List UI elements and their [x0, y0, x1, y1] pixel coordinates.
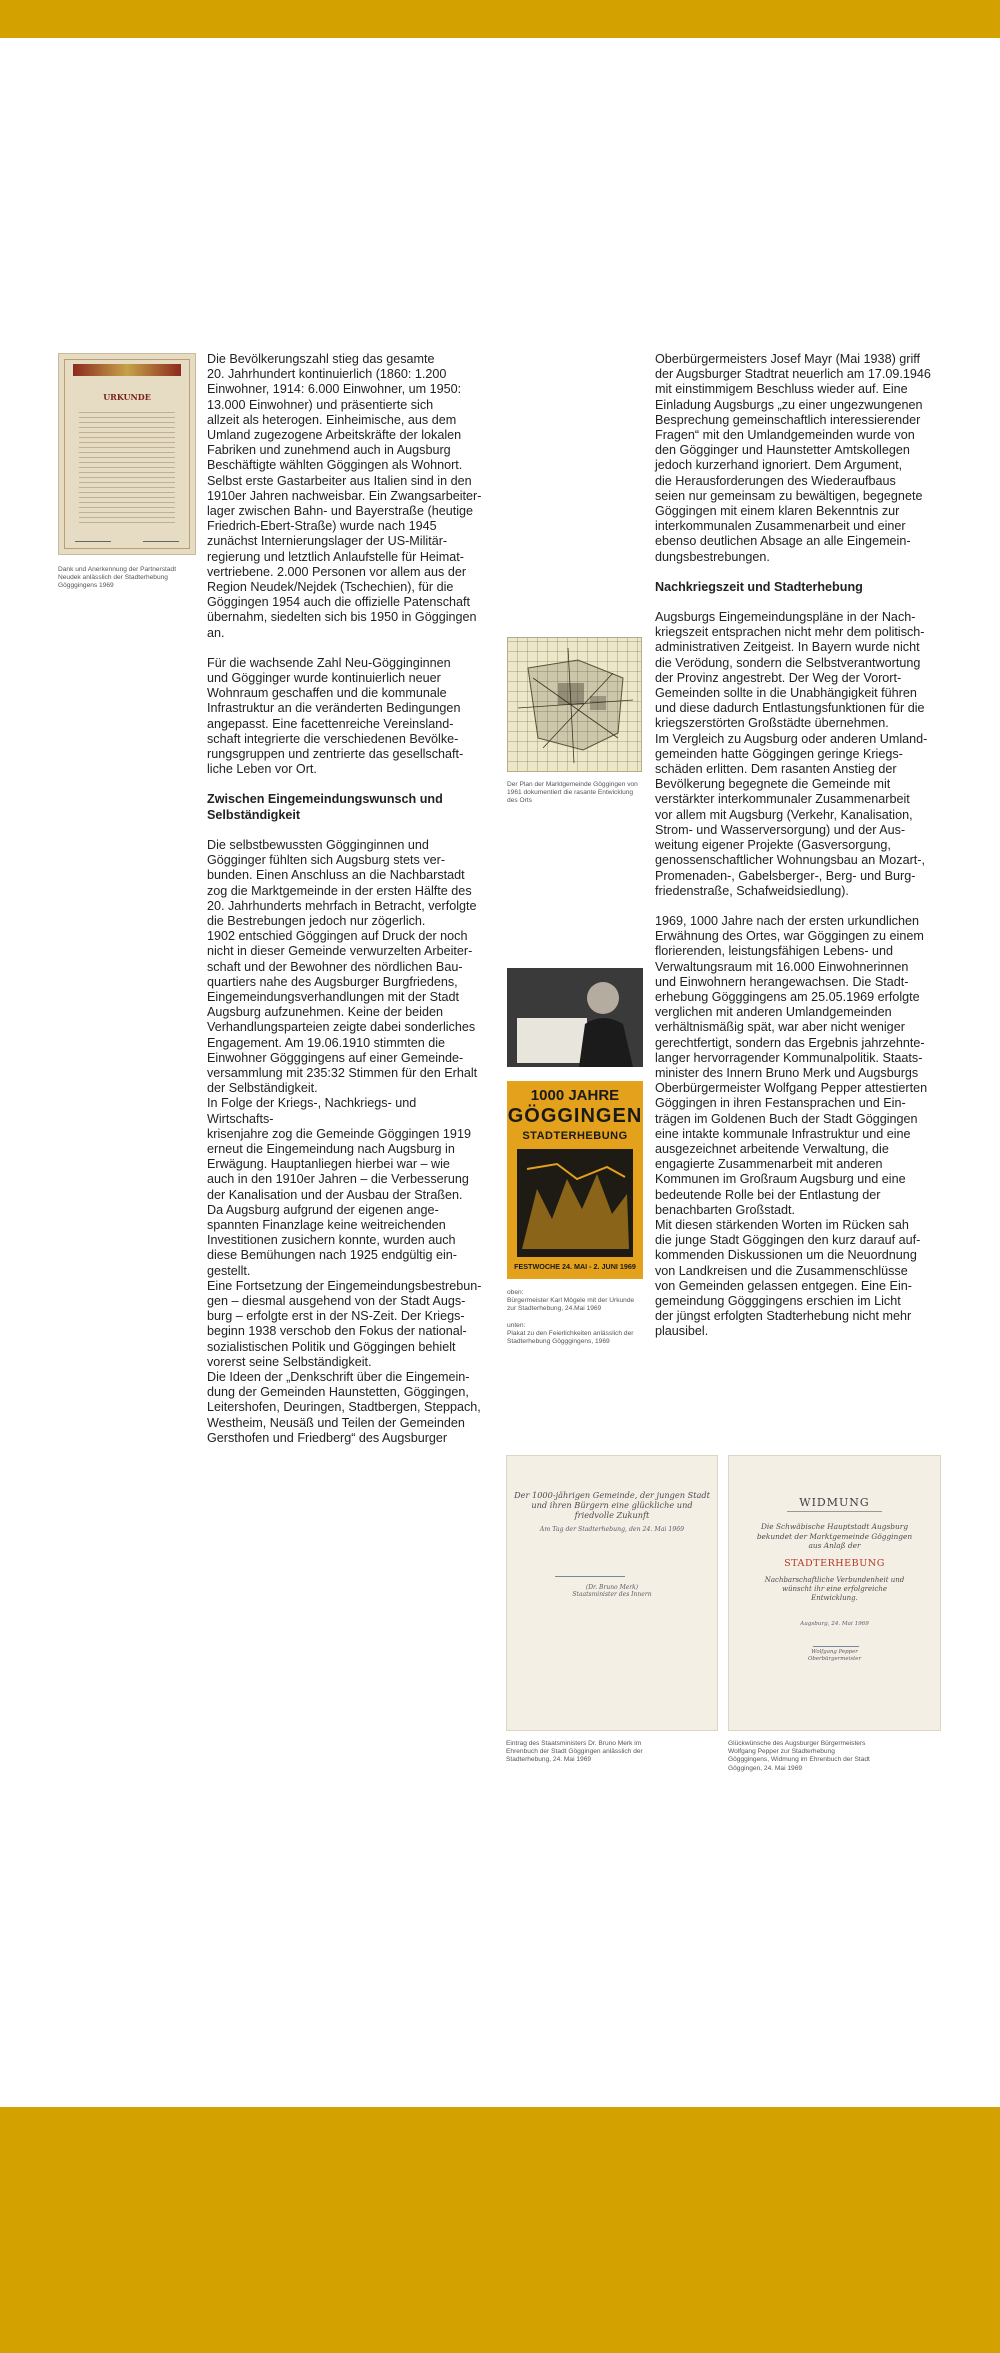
poster-artwork — [517, 1149, 633, 1257]
book-right-signature-label: Wolfgang Pepper Oberbürgermeister — [807, 1649, 862, 1662]
text-column-left — [207, 352, 482, 1446]
book-right-highlight: STADTERHEBUNG — [784, 1558, 885, 1569]
book-right-heading: WIDMUNG — [799, 1496, 870, 1509]
honor-book-page-right — [728, 1455, 941, 1731]
book-right-text: Die Schwäbische Hauptstadt Augsburg bekundet der Marktgemeinde Göggingen aus Anlaß der — [756, 1522, 913, 1551]
paragraph-gap — [207, 823, 482, 838]
certificate-signature-left — [75, 541, 111, 542]
paragraph-gap — [207, 641, 482, 656]
certificate-image — [58, 353, 196, 555]
poster-line-1: 1000 JAHRE — [530, 1087, 620, 1104]
book-left-date: Am Tag der Stadterhebung, den 24. Mai 1969 — [539, 1526, 685, 1533]
paragraph-gap — [655, 565, 945, 580]
certificate-title: URKUNDE — [103, 392, 151, 402]
book-right-rule — [787, 1511, 882, 1512]
section-heading: Nachkriegszeit und Stadterhebung — [655, 579, 863, 594]
paragraph-gap — [655, 899, 945, 914]
caption-map: Der Plan der Marktgemeinde Göggingen von 1961 dokumentiert die rasante Entwicklung des Orts — [507, 781, 638, 805]
top-color-band — [0, 0, 1000, 38]
body-paragraph: Für die wachsende Zahl Neu-Gögginginnen und Gögginger wurde kontinuierlich neuer Wohnraum geschaffen und die kommunale Infrastruktur an die veränderten Bedingungen angepasst. Eine facettenreiche Vereinsland- schaft integrierte die verschiedenen Bevölke- rungsgruppen und zentrierte das gesellschaft- liche Leben vor Ort. — [207, 655, 464, 777]
certificate-ornament — [73, 364, 181, 376]
body-paragraph: Die selbstbewussten Gögginginnen und Gögginger fühlten sich Augsburg stets ver- bunden. Einen Anschluss an die Nachbarstadt zog die Marktgemeinde in der ersten Hälfte des 20. Jahrhunderts mehrfach in Betracht, verfolgte die Bestrebungen jedoch nur zögerlich. 1902 entschied Göggingen auf Druck der noch nicht in dieser Gemeinde verwurzelten Arbeiter- schaft und der Bewohner des nördlichen Bau- quartiers nahe des Augsburger Burgfriedens, Eingemeindungsverhandlungen mit der Stadt Augsburg aufzunehmen. Keine der beiden Verhandlungsparteien zeigte dabei sonderliches Engagement. Am 19.06.1910 stimmten die Einwohner Gögggingens auf einer Gemeinde- versammlung mit 235:32 Stimmen für den Erhalt der Selbständigkeit. In Folge der Kriegs-, Nachkriegs- und Wirtschafts- krisenjahre zog die Gemeinde Göggingen 1919 erneut die Eingemeindung nach Augsburg in Erwägung. Hauptanliegen hierbei war – wie auch in den 1910er Jahren – die Verbesserung der Kanalisation und der Ausbau der Straßen. Da Augsburg aufgrund der eigenen ange- spannten Finanzlage keine weitreichenden Investitionen zusichern konnte, wurden auch diese Bemühungen nach 1925 endgültig ein- gestellt. Eine Fortsetzung der Eingemeindungsbestrebun- gen – diesmal ausgehend von der Stadt Augs- burg – erfolgte erst in der NS-Zeit. Der Kriegs- beginn 1938 verschob den Fokus der national- sozialistischen Politik und Göggingen behielt vorerst seine Selbständigkeit. Die Ideen der „Denkschrift über die Eingemein- dung der Gemeinden Haunstetten, Göggingen, Leitershofen, Deuringen, Stadtbergen, Steppach, Westheim, Neusäß und Teilen der Gemeinden Gersthofen und Friedberg“ des Augsburger — [207, 837, 482, 1445]
body-paragraph: 1969, 1000 Jahre nach der ersten urkundlichen Erwähnung des Ortes, war Göggingen zu einem florierenden, leistungsfähigen Lebens- und Verwaltungsraum mit 16.000 Einwohnerinnen und Einwohnern herangewachsen. Die Stadt- erhebung Gögggingens am 25.05.1969 erfolgte verglichen mit anderen Umlandgemeinden verhältnismäßig spät, war aber nicht weniger gerechtfertigt, sondern das Ergebnis jahrzehnte- langer hervorragender Kommunalpolitik. Staats- minister des Innern Bruno Merk und Augsburgs Oberbürgermeister Wolfgang Pepper attestierten Göggingen in ihren Festansprachen und Ein- trägen im Goldenen Buch der Stadt Göggingen eine intakte kommunale Infrastruktur und eine ausgezeichnet arbeitende Verwaltung, die engagierte Zusammenarbeit mit anderen Kommunen im Großraum Augsburg und eine bedeutende Rolle bei der Entlastung der benachbarten Großstadt. Mit diesen stärkenden Worten im Rücken sah die junge Stadt Göggingen den kurz darauf auf- kommenden Diskussionen um die Neuordnung von Landkreisen und die Zusammenschlüsse von Gemeinden gelassen entgegen. Eine Ein- gemeindung Gögggingens erschien im Licht der jüngst erfolgten Stadterhebung nicht mehr plausibel. — [655, 913, 928, 1339]
bottom-color-band — [0, 2107, 1000, 2353]
body-paragraph: Oberbürgermeisters Josef Mayr (Mai 1938) griff der Augsburger Stadtrat neuerlich am 17.09.1946 mit einstimmigem Beschluss wieder auf. Eine Einladung Augsburgs „zu einer ungezwungenen Besprechung gemeinschaftlich interessierender Fragen“ mit den Umlandgemeinden wurde von den Gögginger und Haunstetter Amtskollegen jedoch kurzerhand ignoriert. Dem Argument, die Herausforderungen des Wiederaufbaus seien nur gemeinsam zu bewältigen, begegnete Göggingen mit einem klaren Bekenntnis zur interkommunalen Zusammenarbeit und einer ebenso deutlichen Absage an alle Eingemein- dungsbestrebungen. — [655, 352, 931, 564]
festival-poster — [507, 1081, 643, 1279]
poster-line-4: FESTWOCHE 24. MAI - 2. JUNI 1969 — [514, 1262, 636, 1271]
paragraph-gap — [207, 777, 482, 792]
text-column-right — [655, 352, 945, 1340]
caption-book-right: Glückwünsche des Augsburger Bürgermeisters Wolfgang Pepper zur Stadterhebung Gögggingens, Widmung im Ehrenbuch der Stadt Göggingen, 24. Mai 1969 — [728, 1740, 870, 1772]
book-right-signature — [813, 1628, 859, 1647]
certificate-signature-right — [143, 541, 179, 542]
caption-book-left: Eintrag des Staatsministers Dr. Bruno Merk im Ehrenbuch der Stadt Göggingen anlässlich der Stadterhebung, 24. Mai 1969 — [506, 1740, 643, 1764]
book-right-date: Augsburg, 24. Mai 1969 — [800, 1621, 869, 1627]
poster-line-2: GÖGGINGEN — [507, 1105, 643, 1127]
book-left-signature — [555, 1548, 625, 1577]
town-plan-image — [507, 637, 642, 772]
paragraph-gap — [655, 595, 945, 610]
book-left-text: Der 1000-jährigen Gemeinde, der jungen Stadt und ihren Bürgern eine glückliche und friedvolle Zukunft — [514, 1490, 710, 1520]
book-right-text-2: Nachbarschaftliche Verbundenheit und wünscht ihr eine erfolgreiche Entwicklung. — [764, 1576, 905, 1603]
poster-line-3: STADTERHEBUNG — [522, 1130, 628, 1142]
caption-certificate: Dank und Anerkennung der Partnerstadt Neudek anlässlich der Stadterhebung Gögggingens 1969 — [58, 566, 177, 590]
body-paragraph: Augsburgs Eingemeindungspläne in der Nach- kriegszeit entsprachen nicht mehr dem politisch- administrativen Zeitgeist. In Bayern wurde nicht die Verödung, sondern die Selbstverantwortung der Provinz angestrebt. Der Weg der Vorort- Gemeinden sollte in die Unabhängigkeit führen und diese dadurch Entlastungsfunktionen für die kriegszerstörten Großstädte übernehmen. Im Vergleich zu Augsburg oder anderen Umland- gemeinden hatte Göggingen geringe Kriegs- schäden erlitten. Dem rasanten Anstieg der Bevölkerung begegnete die Gemeinde mit verstärkter interkommunaler Zusammenarbeit vor allem mit Augsburg (Verkehr, Kanalisation, Strom- und Wasserversorgung) und der Aus- weitung eigener Projekte (Gasversorgung, genossenschaftlicher Wohnungsbau an Mozart-, Promenaden-, Gabelsberger-, Berg- und Burg- friedenstraße, Schafweidsiedlung). — [655, 610, 928, 898]
book-left-signature-label: (Dr. Bruno Merk) Staatsminister des Innern — [572, 1584, 652, 1599]
section-heading: Zwischen Eingemeindungswunsch und Selbständigkeit — [207, 792, 443, 822]
photo-drawing — [507, 968, 643, 1067]
body-paragraph: Die Bevölkerungszahl stieg das gesamte 20. Jahrhundert kontinuierlich (1860: 1.200 Einwohner, 1914: 6.000 Einwohner, um 1950: 13.000 Einwohner) und präsentierte sich allzeit als heterogen. Einheimische, aus dem Umland zugezogene Arbeitskräfte der lokalen Fabriken und zunehmend auch in Augsburg Beschäftigte wählten Göggingen als Wohnort. Selbst erste Gastarbeiter aus Italien sind in den 1910er Jahren nachweisbar. Ein Zwangsarbeiter- lager zwischen Bahn- und Bayerstraße (heutige Friedrich-Ebert-Straße) wurde nach 1945 zunächst Internierungslager der US-Militär- regierung und letztlich Anlaufstelle für Heimat- vertriebene. 2.000 Personen vor allem aus der Region Neudek/Nejdek (Tschechien), für die Göggingen 1954 auch die offizielle Patenschaft übernahm, siedelten sich bis 1950 in Göggingen an. — [207, 352, 482, 640]
certificate-text-lines — [79, 408, 175, 526]
map-drawing — [508, 638, 642, 772]
honor-book-page-left — [506, 1455, 718, 1731]
mayor-photo — [507, 968, 643, 1067]
caption-photo-poster: oben: Bürgermeister Karl Mögele mit der Urkunde zur Stadterhebung, 24.Mai 1969 unten: Plakat zu den Feierlichkeiten anlässlich der Stadterhebung Gögggingens, 1969 — [507, 1289, 635, 1346]
